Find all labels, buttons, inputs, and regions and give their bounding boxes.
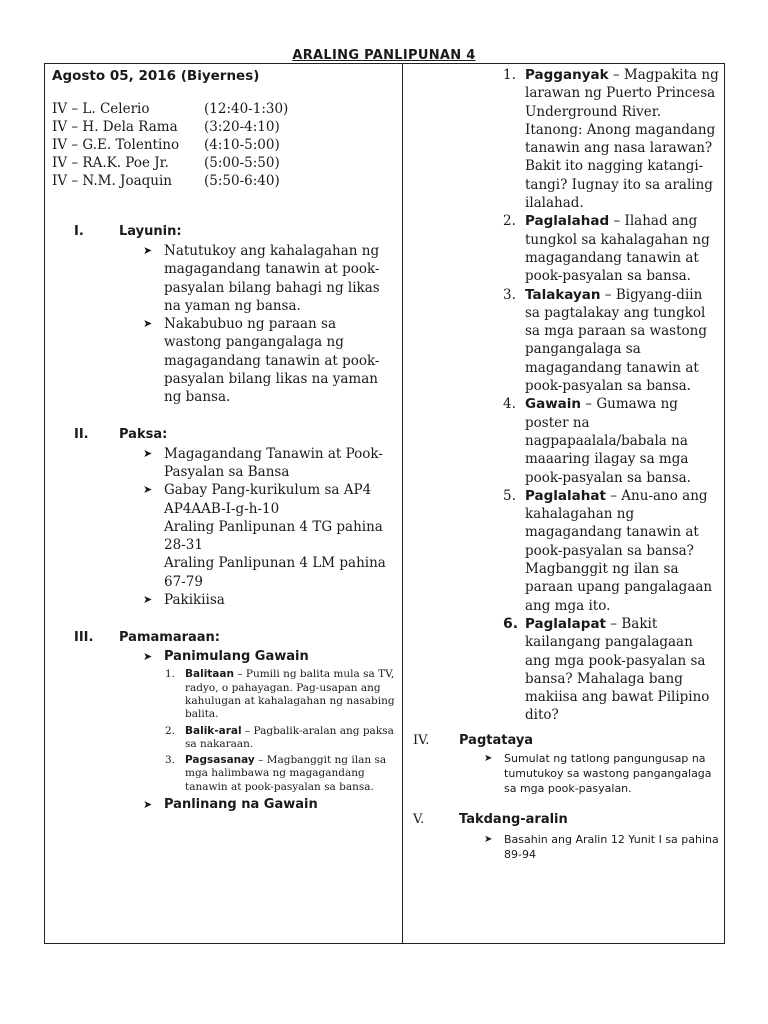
section-number: II. (74, 426, 89, 442)
section-pamamaraan-heading (52, 628, 397, 648)
arrow-bullet-icon: ➤ (484, 833, 493, 845)
subhead-text: Panlinang na Gawain (164, 797, 318, 813)
schedule-section: IV – G.E. Tolentino (52, 137, 180, 153)
objective-item (52, 242, 397, 315)
item-text: – Pumili ng balita mula sa TV, radyo, o pahayagan. Pag-usapan ang kahulugan at kahalagahan ng nasabing balita. (185, 668, 395, 721)
item-text: – Bakit kailangang pangalagaan ang mga pook-pasyalan sa bansa? Mahalaga bang makiisa ang bawat Pilipino dito? (525, 615, 710, 724)
panlinang-heading (52, 796, 397, 814)
homework-text: Basahin ang Aralin 12 Yunit I sa pahina 89-94 (504, 832, 719, 861)
section-number: V. (413, 811, 425, 827)
section-takdang-aralin-heading (407, 810, 719, 830)
item-text: – Anu-ano ang kahalagahan ng magagandang tanawin at pook-pasyalan sa bansa? Magbanggit ng ilan sa paraan upang pangalagaan ang mga ito. (525, 487, 713, 614)
item-number: 6. (503, 615, 519, 632)
schedule-row (52, 154, 397, 172)
schedule-time: (3:20-4:10) (204, 119, 280, 135)
topic-item (52, 481, 397, 591)
item-number: 1. (503, 67, 516, 83)
item-term: Balitaan (185, 668, 234, 681)
schedule-row (52, 118, 397, 136)
section-paksa-heading (52, 425, 397, 445)
topic-text: Magagandang Tanawin at Pook-Pasyalan sa Bansa (164, 445, 383, 480)
item-number: 2. (165, 724, 176, 737)
left-column (52, 66, 397, 814)
arrow-bullet-icon: ➤ (143, 244, 153, 257)
item-number: 5. (503, 487, 516, 504)
item-term: Talakayan (525, 286, 601, 303)
procedure-item (407, 286, 719, 396)
item-text: – Magbanggit ng ilan sa mga halimbawa ng magagandang tanawin at pook-pasyalan sa bansa. (185, 754, 387, 793)
procedure-item (407, 66, 719, 212)
arrow-bullet-icon: ➤ (143, 446, 153, 460)
schedule-row (52, 172, 397, 190)
arrow-bullet-icon: ➤ (143, 593, 153, 607)
column-divider (402, 63, 403, 944)
schedule-section: IV – N.M. Joaquin (52, 173, 172, 189)
date-line: Agosto 05, 2016 (Biyernes) (52, 68, 260, 84)
subhead-text: Panimulang Gawain (164, 649, 309, 665)
topic-text: Araling Panlipunan 4 TG pahina 28-31 (164, 518, 383, 554)
topic-item (52, 445, 397, 482)
topic-text: Araling Panlipunan 4 LM pahina 67-79 (164, 555, 386, 590)
topic-text: Gabay Pang-kurikulum sa AP4 AP4AAB-I-g-h-10 (164, 482, 372, 517)
schedule-section: IV – RA.K. Poe Jr. (52, 155, 169, 171)
activity-item (52, 725, 397, 752)
arrow-bullet-icon: ➤ (143, 483, 153, 497)
schedule-time: (5:50-6:40) (204, 173, 280, 189)
item-text: – Ilahad ang tungkol sa kahalagahan ng magagandang tanawin at pook-pasyalan sa bansa. (525, 213, 710, 285)
section-number: III. (74, 630, 94, 646)
schedule-row (52, 100, 397, 118)
procedure-item (407, 395, 719, 486)
topic-text: Pakikiisa (164, 592, 225, 609)
objective-text: Nakabubuo ng paraan sa wastong pangangalaga ng magagandang tanawin at pook-pasyalan bilang likas na yaman ng bansa. (164, 316, 380, 406)
schedule-section: IV – H. Dela Rama (52, 119, 178, 135)
arrow-bullet-icon: ➤ (143, 650, 153, 664)
item-term: Pagsasanay (185, 754, 255, 767)
procedure-item (407, 615, 719, 725)
item-number: 3. (503, 286, 516, 303)
document-title: ARALING PANLIPUNAN 4 (292, 48, 476, 63)
item-number: 2. (503, 213, 516, 230)
assessment-text: Sumulat ng tatlong pangungusap na tumutukoy sa wastong pangangalaga sa mga pook-pasyalan. (504, 751, 712, 795)
item-term: Paglalapat (525, 615, 607, 632)
objective-text: Natutukoy ang kahalagahan ng magagandang tanawin at pook-pasyalan bilang bahagi ng likas na yaman ng bansa. (164, 243, 380, 314)
arrow-bullet-icon: ➤ (484, 752, 493, 764)
item-text: – Magpakita ng larawan ng Puerto Princesa Underground River. Itanong: Anong magandang tanawin ang nasa larawan? Bakit ito nagging katangi-tangi? Iugnay ito sa araling ilalahad. (525, 67, 719, 212)
item-term: Balik-aral (185, 724, 242, 737)
section-number: I. (74, 224, 84, 239)
item-number: 1. (165, 668, 176, 681)
item-text: – Bigyang-diin sa pagtalakay ang tungkol sa mga paraan sa wastong pangangalaga sa magagandang tanawin at pook-pasyalan sa bansa. (525, 286, 707, 395)
item-text: – Gumawa ng poster na nagpapaalala/babala na maaaring ilagay sa mga pook-pasyalan sa bansa. (525, 396, 691, 486)
arrow-bullet-icon: ➤ (143, 798, 153, 812)
section-title: Paksa: (119, 426, 168, 442)
panimula-heading (52, 648, 397, 666)
item-number: 4. (503, 396, 516, 413)
topic-item (52, 591, 397, 609)
schedule-time: (4:10-5:00) (204, 137, 280, 153)
schedule-time: (5:00-5:50) (204, 155, 280, 171)
procedure-item (407, 487, 719, 615)
schedule-section: IV – L. Celerio (52, 101, 150, 117)
item-term: Pagganyak (525, 67, 609, 83)
section-pagtataya-heading (407, 731, 719, 751)
section-title: Pamamaraan: (119, 630, 220, 646)
item-number: 3. (165, 754, 176, 767)
right-column (407, 66, 719, 862)
arrow-bullet-icon: ➤ (143, 317, 153, 331)
item-term: Paglalahad (525, 213, 610, 230)
item-term: Paglalahat (525, 487, 606, 504)
schedule-time: (12:40-1:30) (204, 101, 289, 117)
activity-item (52, 668, 397, 721)
item-text: – Pagbalik-aralan ang paksa sa nakaraan. (185, 724, 394, 750)
section-layunin-heading (52, 222, 397, 242)
section-title: Takdang-aralin (459, 811, 568, 827)
homework-item (407, 832, 719, 862)
assessment-item (407, 751, 719, 796)
class-schedule (52, 100, 397, 190)
activity-item (52, 754, 397, 794)
section-title: Layunin: (119, 224, 182, 239)
section-title: Pagtataya (459, 732, 534, 748)
item-term: Gawain (525, 396, 582, 413)
objective-item (52, 315, 397, 406)
section-number: IV. (413, 732, 430, 748)
procedure-item (407, 212, 719, 285)
schedule-row (52, 136, 397, 154)
